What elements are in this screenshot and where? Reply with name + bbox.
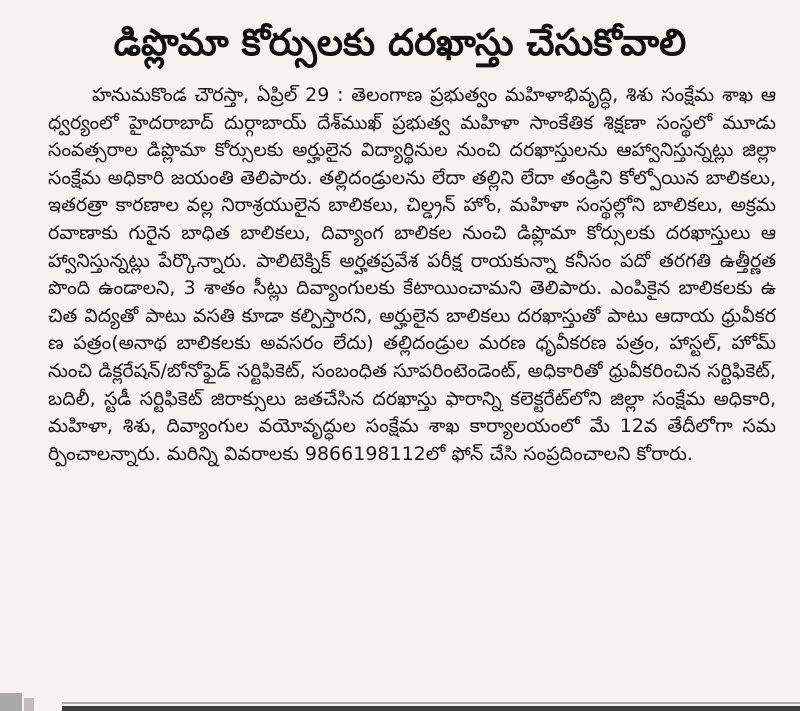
corner-photo-fragment (0, 693, 22, 711)
article-headline: డిప్లొమా కోర్సులకు దరఖాస్తు చేసుకోవాలి (113, 21, 687, 64)
next-article-rule-light (62, 702, 800, 704)
article-body: హనుమకొండ చౌరస్తా, ఏప్రిల్ 29 : తెలంగాణ ప్రభుత్వం మహిళాభివృద్ధి, శిశు సంక్షేమ శాఖ ఆధ్వర్యంలో హైదరాబాద్ దుర్గాబాయ్ దేశ్‌ముఖ్ ప్రభుత్వ మహిళా సాంకేతిక శిక్షణా సంస్థలో మూడు సంవత్సరాల డిప్లొమా కోర్సులకు అర్హులైన విద్యార్థినుల నుంచి దరఖాస్తులను ఆహ్వానిస్తున్నట్లు జిల్లా సంక్షేమ అధికారి జయంతి తెలిపారు. తల్లిదండ్రులను లేదా తల్లిని లేదా తండ్రిని కోల్పోయిన బాలికలు, ఇతరత్రా కారణాల వల్ల నిరాశ్రయులైన బాలికలు, చిల్డ్రన్ హోం, మహిళా సంస్థల్లోని బాలికలు, అక్రమ రవాణాకు గురైన బాధిత బాలికలు, దివ్యాంగ బాలికల నుంచి డిప్లొమా కోర్సులకు దరఖాస్తులు ఆహ్వానిస్తున్నట్లు పేర్కొన్నారు. పాలిటెక్నిక్ అర్హతప్రవేశ పరీక్ష రాయకున్నా కనీసం పదో తరగతి ఉత్తీర్ణత పొంది ఉండాలని, 3 శాతం సీట్లు దివ్యాంగులకు కేటాయించామని తెలిపారు. ఎంపికైన బాలికలకు ఉచిత విద్యతో పాటు వసతి కూడా కల్పిస్తారని, అర్హులైన బాలికలు దరఖాస్తుతో పాటు ఆదాయ ధ్రువీకరణ పత్రం(అనాథ బాలికలకు అవసరం లేదు) తల్లిదండ్రుల మరణ ధృవీకరణ పత్రం, హాస్టల్, హోమ్ నుంచి డిక్లరేషన్/బోనోఫైడ్ సర్టిఫికెట్, సంబంధిత సూపరింటెండెంట్, అధికారితో ధ్రువీకరించిన సర్టిఫికెట్, బదిలీ, స్టడీ సర్టిఫికెట్ జిరాక్సులు జతచేసిన దరఖాస్తు ఫారాన్ని కలెక్టరేట్‌లోని జిల్లా సంక్షేమ అధికారి, మహిళా, శిశు, దివ్యాంగుల వయోవృద్ధుల సంక్షేమ శాఖ కార్యాలయంలో మే 12వ తేదీలోగా సమర్పించాలన్నారు. మరిన్ని వివరాలకు 9866198112లో ఫోన్ చేసి సంప్రదించాలని కోరారు. (48, 84, 776, 465)
next-article-rule (62, 706, 800, 711)
corner-photo-fragment-2 (24, 698, 34, 711)
